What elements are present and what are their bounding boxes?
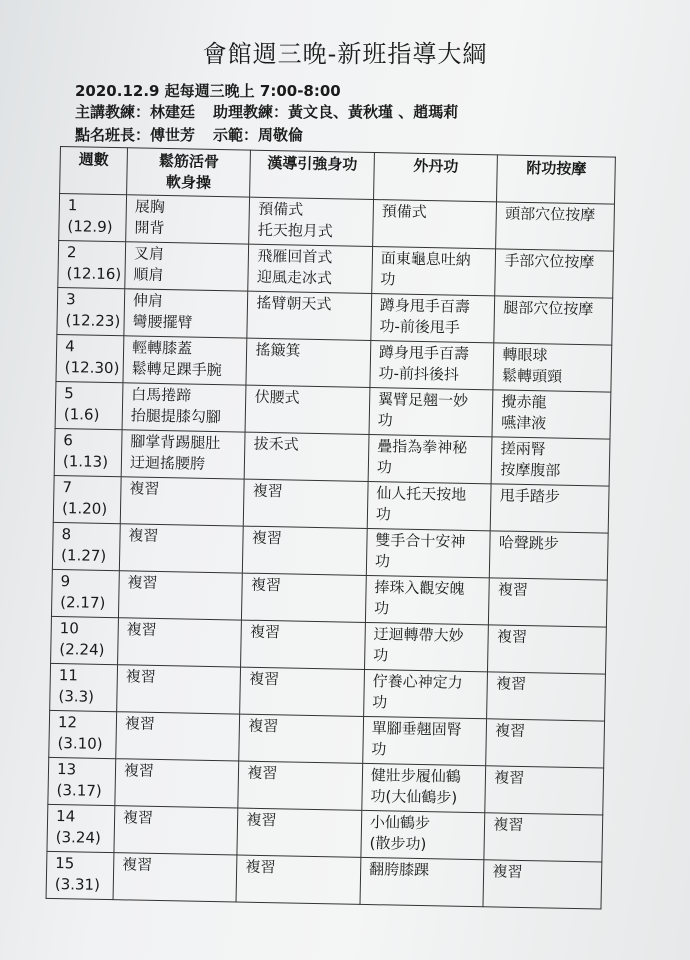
demo-label: 示範：周敬倫 <box>213 126 304 144</box>
daoyin-cell: 拔禾式 <box>245 432 369 481</box>
table-body <box>46 194 614 910</box>
header-stretching-line: 軟身操 <box>165 173 212 192</box>
massage-cell: 攪赤龍 嚥津液 <box>492 390 610 439</box>
massage-cell: 複習 <box>484 813 602 862</box>
daoyin-cell: 伏腰式 <box>245 385 369 434</box>
stretching-cell: 複習 <box>119 524 243 573</box>
instructors-line <box>75 101 458 122</box>
week-cell: 12 (3.10) <box>49 710 117 758</box>
week-cell: 5 (1.6) <box>55 381 123 429</box>
daoyin-cell: 飛雁回首式 迎風走冰式 <box>248 244 372 293</box>
massage-cell: 甩手踏步 <box>491 484 609 533</box>
header-daoyin: 漢導引強身功 <box>250 150 374 199</box>
waidan-cell: 仙人托天按地 功 <box>367 481 491 530</box>
week-cell: 8 (1.27) <box>52 522 120 570</box>
waidan-cell: 面東龜息吐納 功 <box>372 247 496 296</box>
header-week: 週數 <box>60 147 128 195</box>
massage-cell: 搓兩腎 按摩腹部 <box>492 437 610 486</box>
massage-cell: 複習 <box>483 860 601 909</box>
week-cell: 1 (12.9) <box>59 194 127 242</box>
daoyin-cell: 複習 <box>242 573 366 622</box>
waidan-cell: 翻胯膝踝 <box>360 857 484 906</box>
document-title: 會館週三晚-新班指導大綱 <box>202 40 488 68</box>
stretching-cell: 叉肩 順肩 <box>125 242 249 291</box>
waidan-cell: 蹲身甩手百壽 功-前抖後抖 <box>370 341 494 390</box>
waidan-cell: 單腳垂翹固腎 功 <box>363 716 487 765</box>
daoyin-cell: 複習 <box>238 761 362 810</box>
instructor-label: 主講教練：林建廷 <box>75 103 196 121</box>
stretching-cell: 複習 <box>120 477 244 526</box>
week-cell: 4 (12.30) <box>56 334 124 382</box>
stretching-cell: 白馬捲蹄 抬腿提膝勾腳 <box>122 383 246 432</box>
massage-cell: 哈聲跳步 <box>490 531 608 580</box>
header-stretching-line: 鬆筋活骨 <box>158 151 220 172</box>
waidan-cell: 迂迴轉帶大妙 功 <box>364 622 488 671</box>
assistants-label: 助理教練：黃文良、黃秋瑾 、趙瑪莉 <box>213 103 459 121</box>
waidan-cell: 捧珠入觀安魄 功 <box>365 575 489 624</box>
daoyin-cell: 搖臂朝天式 <box>247 291 371 340</box>
week-cell: 2 (12.16) <box>58 240 126 288</box>
header-waidan: 外丹功 <box>373 153 497 202</box>
massage-cell: 轉眼球 鬆轉頭頸 <box>493 343 611 392</box>
massage-cell: 手部穴位按摩 <box>495 249 613 298</box>
week-cell: 10 (2.24) <box>51 616 119 664</box>
header-stretching <box>127 148 251 197</box>
daoyin-cell: 複習 <box>241 620 365 669</box>
daoyin-cell: 複習 <box>236 855 360 904</box>
week-cell: 3 (12.23) <box>57 287 125 335</box>
stretching-cell: 複習 <box>117 665 241 714</box>
week-cell: 14 (3.24) <box>47 804 115 852</box>
massage-cell: 複習 <box>487 672 605 721</box>
daoyin-cell: 預備式 托天抱月式 <box>249 197 373 246</box>
waidan-cell: 疊指為拳神秘 功 <box>368 434 492 483</box>
daoyin-cell: 複習 <box>243 526 367 575</box>
daoyin-cell: 複習 <box>244 479 368 528</box>
week-cell: 9 (2.17) <box>51 569 119 617</box>
massage-cell: 腿部穴位按摩 <box>494 296 612 345</box>
massage-cell: 頭部穴位按摩 <box>496 202 614 251</box>
daoyin-cell: 複習 <box>240 667 364 716</box>
week-cell: 15 (3.31) <box>46 851 114 899</box>
header-massage: 附功按摩 <box>497 155 615 204</box>
waidan-cell: 蹲身甩手百壽 功-前後甩手 <box>371 294 495 343</box>
syllabus-table <box>46 146 616 910</box>
waidan-cell: 預備式 <box>373 200 497 249</box>
stretching-cell: 展胸 開背 <box>126 195 250 244</box>
massage-cell: 複習 <box>485 766 603 815</box>
stretching-cell: 輕轉膝蓋 鬆轉足踝手腕 <box>123 336 247 385</box>
stretching-cell: 複習 <box>113 853 237 902</box>
table-row <box>46 851 602 909</box>
monitor-line <box>75 124 303 145</box>
waidan-cell: 小仙鶴步 (散步功) <box>361 810 485 859</box>
week-cell: 11 (3.3) <box>50 663 118 711</box>
massage-cell: 複習 <box>488 625 606 674</box>
massage-cell: 複習 <box>489 578 607 627</box>
daoyin-cell: 搖簸箕 <box>246 338 370 387</box>
massage-cell: 複習 <box>486 719 604 768</box>
stretching-cell: 複習 <box>114 806 238 855</box>
monitor-label: 點名班長：傅世芳 <box>75 126 196 144</box>
daoyin-cell: 複習 <box>239 714 363 763</box>
stretching-cell: 複習 <box>115 759 239 808</box>
stretching-cell: 複習 <box>118 618 242 667</box>
stretching-cell: 複習 <box>116 712 240 761</box>
week-cell: 6 (1.13) <box>54 428 122 476</box>
daoyin-cell: 複習 <box>237 808 361 857</box>
waidan-cell: 佇養心神定力 功 <box>363 669 487 718</box>
stretching-cell: 伸肩 彎腰擺臂 <box>124 289 248 338</box>
week-cell: 13 (3.17) <box>48 757 116 805</box>
waidan-cell: 雙手合十安神 功 <box>366 528 490 577</box>
schedule-line: 2020.12.9 起每週三晚上 7:00-8:00 <box>75 82 341 100</box>
stretching-cell: 腳掌背踢腿肚 迂迴搖腰胯 <box>121 430 245 479</box>
week-cell: 7 (1.20) <box>53 475 121 523</box>
waidan-cell: 健壯步履仙鶴 功(大仙鶴步) <box>362 763 486 812</box>
stretching-cell: 複習 <box>118 571 242 620</box>
waidan-cell: 翼臂足翹一妙 功 <box>369 387 493 436</box>
